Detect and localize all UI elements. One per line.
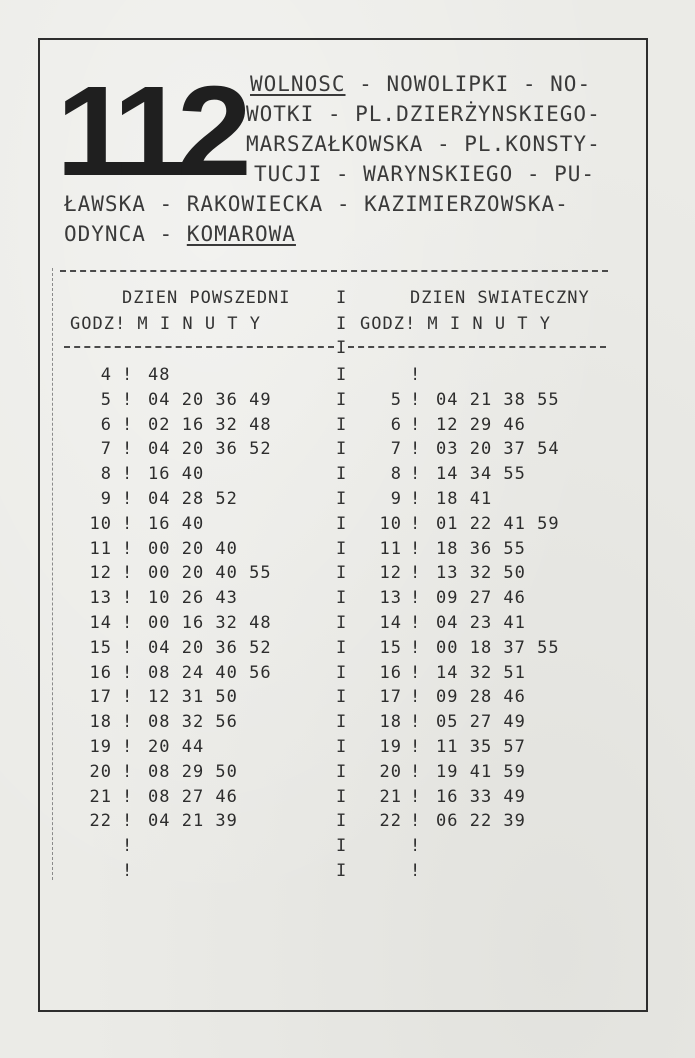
- holiday-bang: !: [410, 687, 422, 707]
- separator-mark: I: [336, 613, 347, 633]
- weekday-hour: 10: [89, 514, 112, 534]
- route-line-1: [250, 74, 591, 95]
- weekday-hour: 18: [89, 712, 112, 732]
- holiday-minutes: 05 27 49: [436, 712, 526, 732]
- holiday-minutes: 14 34 55: [436, 464, 526, 484]
- weekday-minutes: 08 24 40 56: [148, 663, 272, 683]
- header-divider-left: [64, 346, 334, 348]
- weekday-hour: 14: [89, 613, 112, 633]
- weekday-hour: 4: [100, 365, 112, 385]
- weekday-hour: 12: [89, 563, 112, 583]
- holiday-minutes: 13 32 50: [436, 563, 526, 583]
- holiday-minutes: 01 22 41 59: [436, 514, 560, 534]
- weekday-hour: 13: [89, 588, 112, 608]
- holiday-hour: 14: [379, 613, 402, 633]
- holiday-hour: 19: [379, 737, 402, 757]
- holiday-hour: 18: [379, 712, 402, 732]
- weekday-hour: 19: [89, 737, 112, 757]
- holiday-bang: !: [410, 712, 422, 732]
- weekday-minutes: 20 44: [148, 737, 205, 757]
- holiday-hour: 5: [390, 390, 402, 410]
- weekday-bang: !: [122, 787, 134, 807]
- separator-mark: I: [336, 588, 347, 608]
- holiday-minutes: 16 33 49: [436, 787, 526, 807]
- weekday-hour: 17: [89, 687, 112, 707]
- weekday-bang: !: [122, 563, 134, 583]
- holiday-bang: !: [410, 836, 422, 856]
- separator-mark: I: [336, 836, 347, 856]
- header-divider-right: [348, 346, 606, 348]
- holiday-minutes: 04 21 38 55: [436, 390, 560, 410]
- holiday-bang: !: [410, 489, 422, 509]
- holiday-hour: 10: [379, 514, 402, 534]
- holiday-minutes: 18 36 55: [436, 539, 526, 559]
- separator-mark: I: [336, 563, 347, 583]
- holiday-bang: !: [410, 861, 422, 881]
- weekday-minutes: 04 28 52: [148, 489, 238, 509]
- holiday-minutes: 11 35 57: [436, 737, 526, 757]
- weekday-hour: 8: [100, 464, 112, 484]
- holiday-minutes: 12 29 46: [436, 415, 526, 435]
- weekday-minutes: 08 27 46: [148, 787, 238, 807]
- holiday-minutes: 18 41: [436, 489, 493, 509]
- separator-mark: I: [336, 390, 347, 410]
- weekday-hour: 7: [100, 439, 112, 459]
- holiday-bang: !: [410, 762, 422, 782]
- separator-mark: I: [336, 439, 347, 459]
- weekday-bang: !: [122, 687, 134, 707]
- holiday-hour: 9: [390, 489, 402, 509]
- route-line-1-rest: - NOWOLIPKI - NO-: [345, 72, 592, 96]
- separator-title: I: [336, 288, 347, 308]
- weekday-bang: !: [122, 365, 134, 385]
- weekday-hour: 9: [100, 489, 112, 509]
- weekday-minutes: 16 40: [148, 464, 205, 484]
- weekday-bang: !: [122, 588, 134, 608]
- weekday-minutes: 08 32 56: [148, 712, 238, 732]
- separator-mark: I: [336, 687, 347, 707]
- weekday-minutes: 16 40: [148, 514, 205, 534]
- weekday-minutes: 12 31 50: [148, 687, 238, 707]
- weekday-bang: !: [122, 638, 134, 658]
- holiday-bang: !: [410, 514, 422, 534]
- holiday-minutes: 19 41 59: [436, 762, 526, 782]
- route-line-3: MARSZAŁKOWSKA - PL.KONSTY-: [246, 132, 601, 156]
- weekday-bang: !: [122, 539, 134, 559]
- weekday-hour: 16: [89, 663, 112, 683]
- separator-mark: I: [336, 415, 347, 435]
- separator-mark: I: [336, 464, 347, 484]
- holiday-hour: 11: [379, 539, 402, 559]
- separator-mark: I: [336, 365, 347, 385]
- separator-mark: I: [336, 861, 347, 881]
- weekday-minutes: 04 20 36 52: [148, 439, 272, 459]
- route-line-2: WOTKI - PL.DZIERŻYNSKIEGO-: [246, 102, 601, 126]
- weekday-hour: 11: [89, 539, 112, 559]
- holiday-bang: !: [410, 613, 422, 633]
- holiday-title: DZIEN SWIATECZNY: [410, 288, 590, 308]
- holiday-minutes: 04 23 41: [436, 613, 526, 633]
- separator-rule: I: [336, 338, 347, 358]
- weekday-bang: !: [122, 514, 134, 534]
- holiday-hour: 12: [379, 563, 402, 583]
- separator-mark: I: [336, 489, 347, 509]
- holiday-minutes: 14 32 51: [436, 663, 526, 683]
- weekday-minutes: 00 16 32 48: [148, 613, 272, 633]
- holiday-bang: !: [410, 638, 422, 658]
- holiday-hour: 13: [379, 588, 402, 608]
- holiday-bang: !: [410, 563, 422, 583]
- holiday-column-header: GODZ! M I N U T Y: [360, 314, 551, 334]
- holiday-bang: !: [410, 390, 422, 410]
- route-line-5: ŁAWSKA - RAKOWIECKA - KAZIMIERZOWSKA-: [64, 192, 569, 216]
- weekday-column-header: GODZ! M I N U T Y: [70, 314, 261, 334]
- holiday-minutes: 00 18 37 55: [436, 638, 560, 658]
- weekday-minutes: 02 16 32 48: [148, 415, 272, 435]
- weekday-bang: !: [122, 712, 134, 732]
- weekday-bang: !: [122, 861, 134, 881]
- separator-mark: I: [336, 811, 347, 831]
- weekday-bang: !: [122, 811, 134, 831]
- weekday-minutes: 48: [148, 365, 171, 385]
- weekday-minutes: 04 20 36 52: [148, 638, 272, 658]
- weekday-bang: !: [122, 439, 134, 459]
- weekday-bang: !: [122, 737, 134, 757]
- separator-mark: I: [336, 539, 347, 559]
- route-number: 112: [56, 60, 242, 203]
- route-line-6-start: ODYNCA -: [64, 222, 187, 246]
- holiday-bang: !: [410, 439, 422, 459]
- holiday-hour: 8: [390, 464, 402, 484]
- weekday-minutes: 00 20 40 55: [148, 563, 272, 583]
- route-line-6: [64, 224, 296, 245]
- weekday-title: DZIEN POWSZEDNI: [122, 288, 291, 308]
- holiday-bang: !: [410, 811, 422, 831]
- weekday-hour: 6: [100, 415, 112, 435]
- holiday-hour: 16: [379, 663, 402, 683]
- weekday-bang: !: [122, 415, 134, 435]
- separator-mark: I: [336, 638, 347, 658]
- holiday-bang: !: [410, 464, 422, 484]
- holiday-hour: 21: [379, 787, 402, 807]
- weekday-hour: 20: [89, 762, 112, 782]
- separator-mark: I: [336, 737, 347, 757]
- weekday-minutes: 10 26 43: [148, 588, 238, 608]
- holiday-bang: !: [410, 663, 422, 683]
- weekday-bang: !: [122, 762, 134, 782]
- holiday-hour: 7: [390, 439, 402, 459]
- holiday-bang: !: [410, 787, 422, 807]
- weekday-bang: !: [122, 663, 134, 683]
- holiday-hour: 22: [379, 811, 402, 831]
- weekday-minutes: 08 29 50: [148, 762, 238, 782]
- holiday-hour: 6: [390, 415, 402, 435]
- separator-mark: I: [336, 762, 347, 782]
- holiday-hour: 20: [379, 762, 402, 782]
- weekday-bang: !: [122, 836, 134, 856]
- route-stop-first: WOLNOSC: [250, 72, 346, 96]
- holiday-bang: !: [410, 588, 422, 608]
- separator-mark: I: [336, 787, 347, 807]
- holiday-minutes: 06 22 39: [436, 811, 526, 831]
- weekday-minutes: 04 21 39: [148, 811, 238, 831]
- header-divider-top: [60, 270, 608, 272]
- weekday-hour: 15: [89, 638, 112, 658]
- separator-sub: I: [336, 314, 347, 334]
- weekday-hour: 22: [89, 811, 112, 831]
- holiday-bang: !: [410, 415, 422, 435]
- weekday-hour: 21: [89, 787, 112, 807]
- route-line-4: TUCJI - WARYNSKIEGO - PU-: [254, 162, 596, 186]
- left-margin-rule: [52, 268, 53, 880]
- holiday-hour: 15: [379, 638, 402, 658]
- weekday-bang: !: [122, 464, 134, 484]
- weekday-minutes: 04 20 36 49: [148, 390, 272, 410]
- holiday-hour: 17: [379, 687, 402, 707]
- holiday-bang: !: [410, 737, 422, 757]
- weekday-bang: !: [122, 489, 134, 509]
- weekday-minutes: 00 20 40: [148, 539, 238, 559]
- separator-mark: I: [336, 663, 347, 683]
- route-stop-last: KOMAROWA: [186, 222, 296, 246]
- separator-mark: I: [336, 514, 347, 534]
- holiday-minutes: 09 28 46: [436, 687, 526, 707]
- weekday-bang: !: [122, 390, 134, 410]
- weekday-bang: !: [122, 613, 134, 633]
- holiday-bang: !: [410, 539, 422, 559]
- weekday-hour: 5: [100, 390, 112, 410]
- holiday-bang: !: [410, 365, 422, 385]
- holiday-minutes: 03 20 37 54: [436, 439, 560, 459]
- holiday-minutes: 09 27 46: [436, 588, 526, 608]
- separator-mark: I: [336, 712, 347, 732]
